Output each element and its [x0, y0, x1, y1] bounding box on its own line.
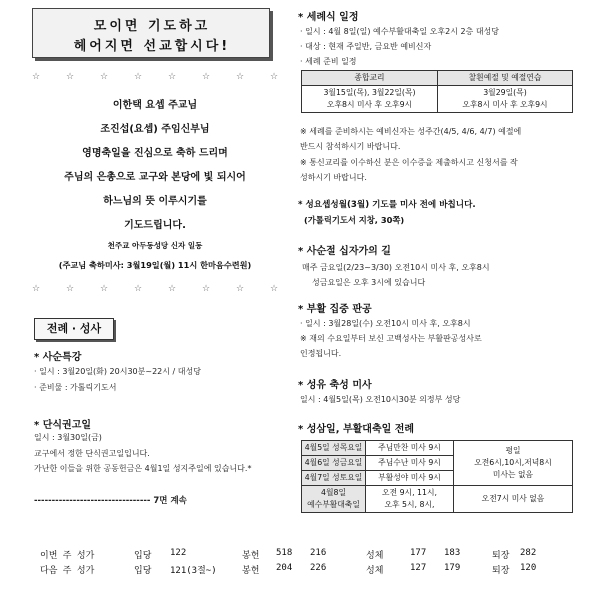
confession-heading: * 부활 집중 판공: [298, 304, 372, 315]
confession-line: · 일시 : 3월28일(수) 오전10시 미사 후, 오후8시: [300, 319, 471, 328]
table-cell: 4월7일 성토요일: [302, 471, 366, 486]
table-cell: 주님만찬 미사 9시: [366, 441, 454, 456]
baptism-note: 반드시 참석하시기 바랍니다.: [300, 142, 401, 151]
congrats-line: 조진섭(요셉) 주임신부님: [100, 124, 210, 135]
banner-line-1: 모이면 기도하고: [93, 19, 211, 34]
table-cell: 평일 오전6시,10시,저녁8시 미사는 없음: [454, 441, 573, 486]
fast-day-line: 일시 : 3월30일(금): [34, 433, 102, 442]
hymn-offertory-label: 봉헌: [242, 566, 260, 576]
hymn-offertory: 226: [310, 563, 327, 573]
congrats-mass: (주교님 축하미사: 3월19일(월) 11시 한마음수련원): [58, 260, 252, 270]
star-icon: ☆: [270, 72, 279, 82]
hymn-communion-label: 성체: [366, 551, 384, 561]
lent-lecture-line: · 일시 : 3월20일(화) 20시30분~22시 / 대성당: [34, 367, 201, 376]
star-icon: ☆: [270, 284, 279, 294]
star-icon: ☆: [168, 72, 177, 82]
stations-line: 매주 금요일(2/23~3/30) 오전10시 미사 후, 오후8시: [302, 263, 490, 272]
star-icon: ☆: [236, 72, 245, 82]
triduum-table: [301, 440, 573, 513]
hymn-recessional-label: 퇴장: [492, 551, 510, 561]
baptism-note: ※ 세례를 준비하시는 예비신자는 성주간(4/5, 4/6, 4/7) 예절에: [300, 127, 522, 136]
baptism-heading: * 세례식 일정: [298, 12, 359, 23]
chrism-line: 일시 : 4월5일(목) 오전10시30분 의정부 성당: [300, 395, 461, 404]
star-icon: ☆: [100, 72, 109, 82]
star-icon: ☆: [32, 72, 41, 82]
fast-day-line: 가난한 이들을 위한 공동헌금은 4월1일 성지주일에 있습니다.*: [34, 464, 252, 473]
star-icon: ☆: [134, 72, 143, 82]
table-header: 종합교리: [302, 71, 438, 86]
baptism-note: 성하시기 바랍니다.: [300, 173, 367, 182]
table-cell: 4월5일 성목요일: [302, 441, 366, 456]
star-icon: ☆: [202, 284, 211, 294]
hymn-label: 다음 주 성가: [40, 566, 95, 576]
star-icon: ☆: [32, 284, 41, 294]
banner-line-2: 헤어지면 선교합시다!: [73, 39, 231, 54]
baptism-line: · 일시 : 4월 8일(일) 예수부활대축일 오후2시 2층 대성당: [300, 27, 500, 36]
banner-box: [32, 8, 270, 58]
section-title-liturgy: 전례 · 성사: [34, 318, 114, 340]
hymns-next-week: [0, 563, 600, 577]
lent-lecture-line: · 준비물 : 가톨릭기도서: [34, 383, 117, 392]
hymns-this-week: [0, 548, 600, 562]
hymn-communion: 127: [410, 563, 427, 573]
star-icon: ☆: [236, 284, 245, 294]
stations-heading: * 사순절 십자가의 길: [298, 246, 391, 257]
star-icon: ☆: [168, 284, 177, 294]
table-cell: 오전7시 미사 없음: [454, 486, 573, 513]
star-icon: ☆: [66, 284, 75, 294]
star-divider-bottom: [30, 284, 280, 296]
hymn-recessional: 120: [520, 563, 537, 573]
confession-line: ※ 재의 수요일부터 보신 고백성사는 부활판공성사로: [300, 334, 482, 343]
hymn-entrance: 121(3절~): [170, 566, 217, 576]
hymn-recessional: 282: [520, 548, 537, 558]
table-cell: 4월6일 성금요일: [302, 456, 366, 471]
baptism-prep-table: [301, 70, 573, 113]
congrats-signature: 천주교 아두동성당 신자 일동: [107, 241, 203, 250]
congrats-line: 하느님의 뜻 이루시기를: [103, 196, 207, 207]
fast-day-line: 교구에서 정한 단식권고일입니다.: [34, 449, 150, 458]
hymn-recessional-label: 퇴장: [492, 566, 510, 576]
congrats-line: 영명축일을 진심으로 축하 드리며: [82, 148, 228, 159]
star-icon: ☆: [100, 284, 109, 294]
star-icon: ☆: [66, 72, 75, 82]
star-icon: ☆: [134, 284, 143, 294]
table-header: 찰흰예절 및 예절연습: [438, 71, 573, 86]
hymn-communion: 179: [444, 563, 461, 573]
hymn-communion: 177: [410, 548, 427, 558]
table-cell: 3월15일(목), 3월22일(목) 오후8시 미사 후 오후9시: [302, 86, 438, 113]
lent-lecture-heading: * 사순특강: [34, 352, 82, 363]
continued-note: --------------------------------- 7면 계속: [34, 496, 187, 506]
baptism-line: · 세례 준비 일정: [300, 57, 357, 66]
table-cell: 주님수난 미사 9시: [366, 456, 454, 471]
baptism-note: ※ 통신교리를 이수하신 분은 이수증을 제출하시고 신청서를 작: [300, 158, 518, 167]
hymn-communion-label: 성체: [366, 566, 384, 576]
hymn-offertory-label: 봉헌: [242, 551, 260, 561]
hymn-entrance: 122: [170, 548, 187, 558]
congrats-line: 기도드립니다.: [124, 220, 186, 231]
chrism-heading: * 성유 축성 미사: [298, 380, 372, 391]
fast-day-heading: * 단식권고일: [34, 420, 92, 431]
congrats-line: 이한택 요셉 주교님: [112, 100, 198, 111]
table-cell: 4월8일 예수부활대축일: [302, 486, 366, 513]
stations-line: 성금요일은 오후 3시에 있습니다: [312, 278, 426, 287]
spiritual-sub: (가톨릭기도서 지창, 30쪽): [304, 215, 405, 225]
hymn-offertory: 216: [310, 548, 327, 558]
table-cell: 오전 9시, 11시, 오후 5시, 8시,: [366, 486, 454, 513]
hymn-offertory: 518: [276, 548, 293, 558]
congrats-line: 주님의 은총으로 교구와 본당에 빛 되시어: [64, 172, 246, 183]
hymn-label: 이번 주 성가: [40, 551, 95, 561]
hymn-entrance-label: 입당: [134, 551, 152, 561]
hymn-entrance-label: 입당: [134, 566, 152, 576]
table-cell: 3월29일(목) 오후8시 미사 후 오후9시: [438, 86, 573, 113]
confession-line: 인정됩니다.: [300, 349, 342, 358]
triduum-heading: * 성삼일, 부활대축일 전례: [298, 424, 415, 435]
star-icon: ☆: [202, 72, 211, 82]
table-cell: 부활성야 미사 9시: [366, 471, 454, 486]
spiritual-heading: * 성요셉성월(3월) 기도를 미사 전에 바칩니다.: [298, 200, 476, 210]
hymn-offertory: 204: [276, 563, 293, 573]
hymn-communion: 183: [444, 548, 461, 558]
baptism-line: · 대상 : 현재 주일반, 금요반 예비신자: [300, 42, 432, 51]
star-divider-top: [30, 72, 280, 84]
